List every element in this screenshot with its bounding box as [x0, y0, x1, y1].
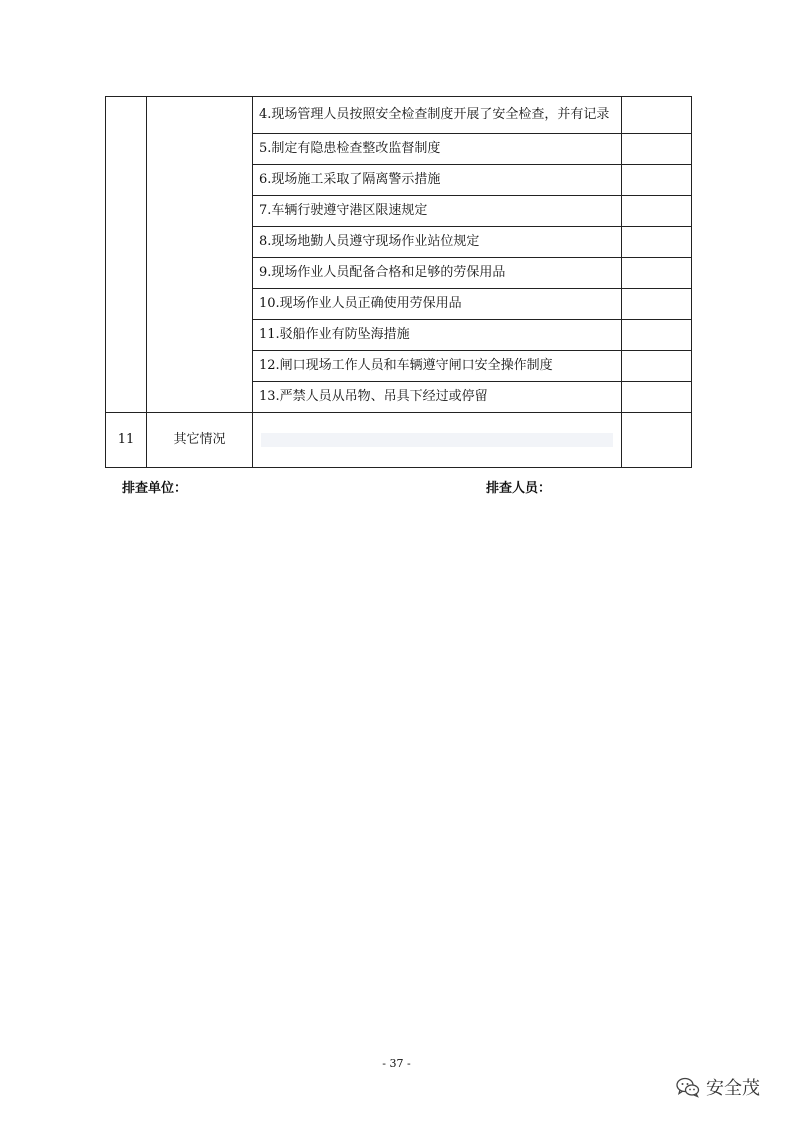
result-cell: [622, 351, 692, 382]
table-row-other: [106, 413, 692, 468]
row-number-cell: [106, 97, 147, 413]
check-item: 10.现场作业人员正确使用劳保用品: [253, 289, 622, 320]
category-cell: [147, 97, 253, 413]
row-number: 11: [106, 413, 147, 468]
result-cell: [622, 165, 692, 196]
checklist-table: [105, 96, 692, 468]
result-cell: [622, 227, 692, 258]
check-item: 12.闸口现场工作人员和车辆遵守闸口安全操作制度: [253, 351, 622, 382]
result-cell: [622, 134, 692, 165]
result-cell: [622, 258, 692, 289]
check-item: 4.现场管理人员按照安全检查制度开展了安全检查，并有记录: [253, 97, 622, 134]
wechat-icon: [676, 1076, 700, 1098]
check-item: 11.驳船作业有防坠海措施: [253, 320, 622, 351]
result-cell: [622, 382, 692, 413]
result-cell: [622, 289, 692, 320]
page-number: - 37 -: [382, 1057, 411, 1070]
category-label: 其它情况: [147, 413, 253, 468]
result-cell: [622, 196, 692, 227]
result-cell: [622, 97, 692, 134]
result-cell: [622, 320, 692, 351]
check-item: 7.车辆行驶遵守港区限速规定: [253, 196, 622, 227]
other-notes-cell: [253, 413, 622, 468]
inspector-label: 排查人员：: [486, 481, 552, 496]
check-item: 8.现场地勤人员遵守现场作业站位规定: [253, 227, 622, 258]
check-item: 6.现场施工采取了隔离警示措施: [253, 165, 622, 196]
check-item: 9.现场作业人员配备合格和足够的劳保用品: [253, 258, 622, 289]
table-row: [106, 97, 692, 134]
watermark: [676, 1074, 760, 1100]
blank-fill-area: [261, 433, 613, 447]
inspection-unit-label: 排查单位：: [122, 481, 188, 496]
watermark-text: 安全茂: [706, 1078, 760, 1099]
check-item: 13.严禁人员从吊物、吊具下经过或停留: [253, 382, 622, 413]
result-cell: [622, 413, 692, 468]
check-item: 5.制定有隐患检查整改监督制度: [253, 134, 622, 165]
